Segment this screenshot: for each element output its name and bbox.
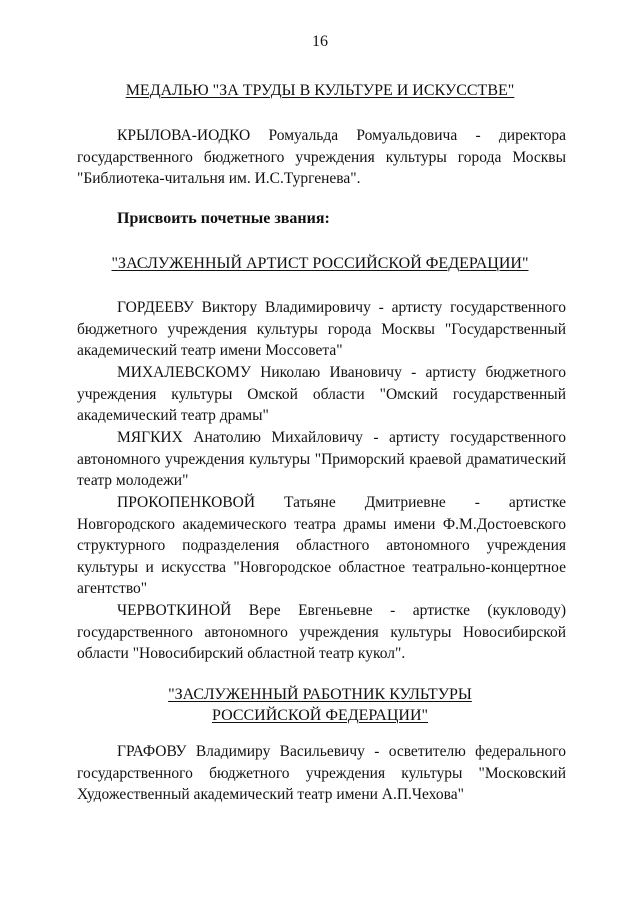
medal-award-paragraph: КРЫЛОВА-ИОДКО Ромуальда Ромуальдовича - директора государственного бюджетного учреждения культуры города Москвы "Библиотека-читальня им. И.С.Тургенева".	[77, 127, 566, 188]
artist-paragraph-3: МЯГКИХ Анатолию Михайловичу - артисту государственного автономного учреждения культуры "Приморский краевой драматический театр молодежи"	[77, 429, 566, 490]
culture-title-heading	[0, 684, 640, 726]
artist-paragraph-2: МИХАЛЕВСКОМУ Николаю Ивановичу - артисту бюджетного учреждения культуры Омской области "Омский государственный академический театр драмы"	[77, 364, 566, 425]
page-number: 16	[312, 33, 328, 50]
artist-paragraph-5: ЧЕРВОТКИНОЙ Вере Евгеньевне - артистке (кукловоду) государственного автономного учреждения культуры Новосибирской области "Новосибирский областной театр кукол".	[77, 602, 566, 663]
artist-title-heading: "ЗАСЛУЖЕННЫЙ АРТИСТ РОССИЙСКОЙ ФЕДЕРАЦИИ"	[111, 255, 529, 272]
culture-title-heading-line-1: "ЗАСЛУЖЕННЫЙ РАБОТНИК КУЛЬТУРЫ	[168, 686, 472, 703]
medal-heading: МЕДАЛЬЮ "ЗА ТРУДЫ В КУЛЬТУРЕ И ИСКУССТВЕ"	[125, 82, 515, 99]
culture-title-heading-line-2: РОССИЙСКОЙ ФЕДЕРАЦИИ"	[211, 707, 429, 724]
artist-paragraph-4: ПРОКОПЕНКОВОЙ Татьяне Дмитриевне - артистке Новгородского академического театра драмы имени Ф.М.Достоевского структурного подразделения областного автономного учреждения культуры и искусства "Новгородское областное театрально-концертное агентство"	[77, 494, 566, 598]
artist-paragraph-1: ГОРДЕЕВУ Виктору Владимировичу - артисту государственного бюджетного учреждения культуры города Москвы "Государственный академический театр имени Моссовета"	[77, 299, 566, 360]
culture-award-paragraph: ГРАФОВУ Владимиру Васильевичу - осветителю федерального государственного бюджетного учреждения культуры "Московский Художественный академический театр имени А.П.Чехова"	[77, 743, 566, 804]
titles-intro: Присвоить почетные звания:	[117, 210, 330, 227]
